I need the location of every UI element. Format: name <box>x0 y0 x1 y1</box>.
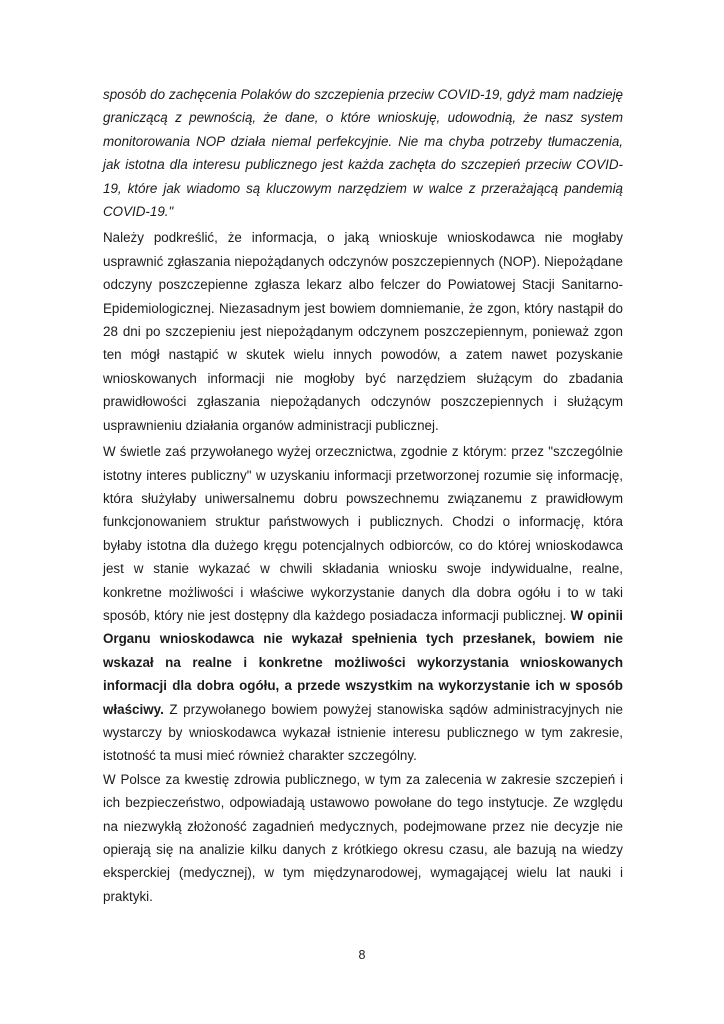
text-segment: sposób do zachęcenia Polaków do szczepienia przeciw COVID-19, gdyż mam nadzieję graniczącą z pewnością, że dane, o które wnioskuję, udowodnią, że nasz system monitorowania NOP działa niemal perfekcyjnie. Nie ma chyba potrzeby tłumaczenia, jak istotna dla interesu publicznego jest każda zachęta do szczepień przeciw COVID-19, które jak wiadomo są kluczowym narzędziem w walce z przerażającą pandemią COVID-19." <box>103 87 623 220</box>
text-segment: Z przywołanego bowiem powyżej stanowiska sądów administracyjnych nie wystarczy by wnioskodawca wykazał istnienie interesu publicznego w tym zakresie, istotność ta musi mieć również charakter szczególny. <box>103 701 623 764</box>
text-segment-bold: W opinii Organu wnioskodawca nie wykazał spełnienia tych przesłanek, bowiem nie wskazał na realne i konkretne możliwości wykorzystania wnioskowanych informacji dla dobra ogółu, a przede wszystkim na wykorzystanie ich w sposób właściwy. <box>103 607 624 717</box>
text-segment: W Polsce za kwestię zdrowia publicznego, w tym za zalecenia w zakresie szczepień i ich bezpieczeństwo, odpowiadają ustawowo powołane do tego instytucje. Ze względu na niezwykłą złożoność zagadnień medycznych, podejmowane przez nie decyzje nie opierają się na analizie kilku danych z krótkiego okresu czasu, ale bazują na wiedzy eksperckiej (medycznej), w tym międzynarodowej, wymagającej wielu lat nauki i praktyki. <box>103 771 623 904</box>
paragraph-quote-continuation <box>103 83 623 223</box>
text-segment: Należy podkreślić, że informacja, o jaką wnioskuje wnioskodawca nie mogłaby usprawnić zgłaszania niepożądanych odczynów poszczepiennych (NOP). Niepożądane odczyny poszczepienne zgłasza lekarz albo felczer do Powiatowej Stacji Sanitarno-Epidemiologicznej. Niezasadnym jest bowiem domniemanie, że zgon, który nastąpił do 28 dni po szczepieniu jest niepożądanym odczynem poszczepiennym, ponieważ zgon ten mógł nastąpić w skutek wielu innych powodów, a zatem nawet pozyskanie wnioskowanych informacji nie mogłoby być narzędziem służącym do zbadania prawidłowości zgłaszania niepożądanych odczynów poszczepiennych i służącym usprawnieniu działania organów administracji publicznej. <box>103 230 623 433</box>
paragraph-nop-reporting <box>103 226 623 437</box>
paragraph-case-law-public-interest <box>103 440 623 768</box>
paragraph-public-health-institutions <box>103 768 623 908</box>
page-number: 8 <box>358 948 366 962</box>
text-segment: W świetle zaś przywołanego wyżej orzecznictwa, zgodnie z którym: przez "szczególnie istotny interes publiczny" w uzyskaniu informacji przetworzonej rozumie się informację, która służyłaby uniwersalnemu dobru powszechnemu związanemu z prawidłowym funkcjonowaniem struktur państwowych i publicznych. Chodzi o informację, która byłaby istotna dla dużego kręgu potencjalnych odbiorców, co do której wnioskodawca jest w stanie wykazać w chwili składania wniosku swoje indywidualne, realne, konkretne możliwości i właściwe wykorzystanie danych dla dobra ogółu i to w taki sposób, który nie jest dostępny dla każdego posiadacza informacji publicznej. <box>103 444 623 623</box>
document-text-block <box>103 83 623 908</box>
